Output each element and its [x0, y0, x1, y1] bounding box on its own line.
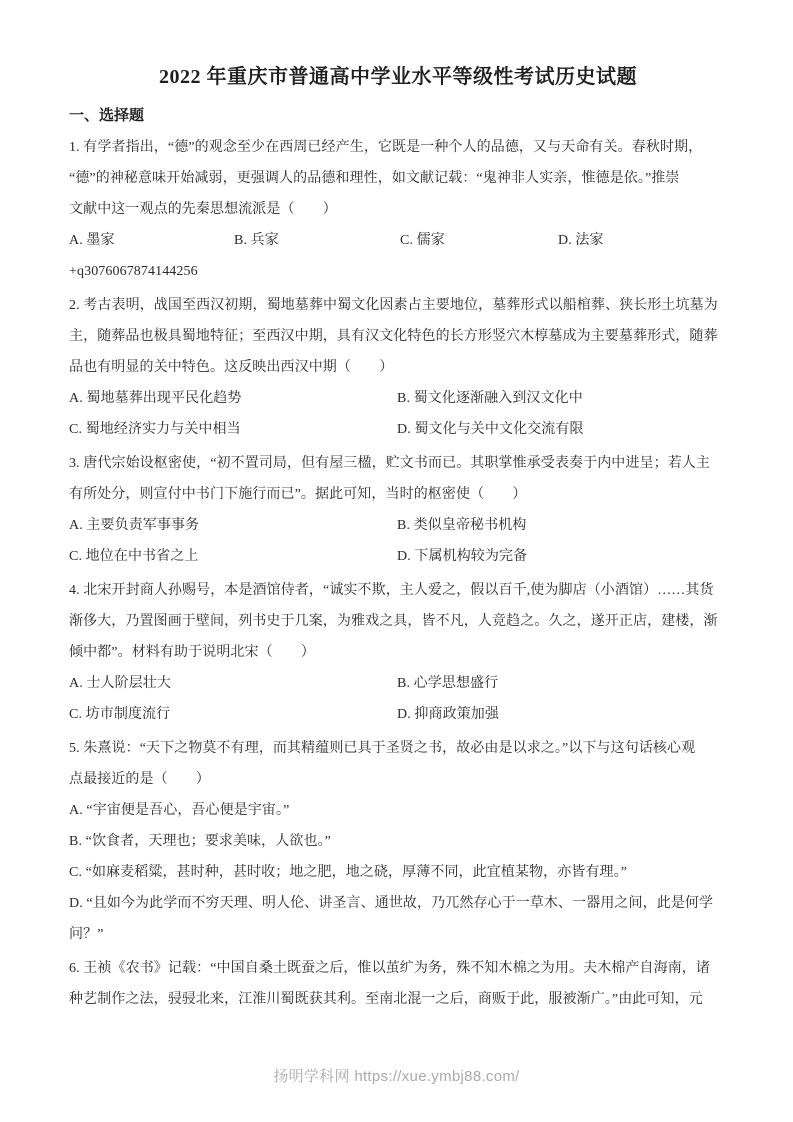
question-4-option-a: A. 士人阶层壮大	[69, 676, 172, 691]
watermark-footer: 扬明学科网 https://xue.ymbj88.com/	[273, 1068, 520, 1085]
question-6	[69, 953, 727, 1015]
question-3	[69, 448, 727, 572]
question-3-option-b: B. 类似皇帝秘书机构	[397, 518, 527, 533]
question-1-text-line: 1. 有学者指出，“德”的观念至少在西周已经产生，它既是一种个人的品德，又与天命有关。春秋时期，	[69, 140, 703, 155]
question-5-text-line: 点最接近的是（ ）	[69, 772, 210, 787]
question-6-text-line: 6. 王祯《农书》记载：“中国自桑土既蚕之后，惟以茧纩为务，殊不知木棉之为用。夫木棉产自海南，诸	[69, 961, 711, 976]
question-2-option-d: D. 蜀文化与关中文化交流有限	[397, 422, 584, 437]
question-5-text-line: 5. 朱熹说：“天下之物莫不有理，而其精蕴则已具于圣贤之书，故必由是以求之。”以下与这句话核心观	[69, 741, 696, 756]
question-2-options-row	[69, 383, 727, 414]
question-4-option-c: C. 坊市制度流行	[69, 707, 171, 722]
question-2-option-b: B. 蜀文化逐渐融入到汉文化中	[397, 391, 583, 406]
question-1-option-c: C. 儒家	[400, 233, 445, 248]
question-1-code-text: +q3076067874144256	[69, 264, 198, 279]
question-5-option-c: C. “如麻麦稻粱，甚时种，甚时收；地之肥，地之硗，厚薄不同，此宜植某物，亦皆有理。”	[69, 865, 628, 880]
question-1-option-b: B. 兵家	[234, 233, 279, 248]
question-4-option-b: B. 心学思想盛行	[397, 676, 499, 691]
question-1-text-line: 文献中这一观点的先秦思想流派是（ ）	[69, 202, 337, 217]
question-5	[69, 733, 727, 950]
question-5-option-a: A. “宇宙便是吾心，吾心便是宇宙。”	[69, 803, 290, 818]
question-2-text-line: 主，随葬品也极具蜀地特征；至西汉中期，具有汉文化特色的长方形竖穴木椁墓成为主要墓葬形式，随葬	[69, 329, 718, 344]
question-3-text-line: 3. 唐代宗始设枢密使，“初不置司局，但有屋三楹，贮文书而已。其职掌惟承受表奏于内中进呈；若人主	[69, 456, 711, 471]
question-3-options-row	[69, 510, 727, 541]
question-5-option-d-continued: 问？”	[69, 927, 104, 942]
question-2-text-line: 品也有明显的关中特色。这反映出西汉中期（ ）	[69, 360, 394, 375]
question-4-options-row	[69, 668, 727, 699]
question-3-option-c: C. 地位在中书省之上	[69, 549, 199, 564]
question-2-option-c: C. 蜀地经济实力与关中相当	[69, 422, 241, 437]
question-5-option-d: D. “且如今为此学而不穷天理、明人伦、讲圣言、通世故，乃兀然存心于一草木、一器用之间，此是何学	[69, 896, 714, 911]
question-3-option-d: D. 下属机构较为完备	[397, 549, 528, 564]
question-3-text-line: 有所处分，则宣付中书门下施行而已”。据此可知，当时的枢密使（ ）	[69, 487, 527, 502]
question-4-option-d: D. 抑商政策加强	[397, 707, 500, 722]
question-2-text-line: 2. 考古表明，战国至西汉初期，蜀地墓葬中蜀文化因素占主要地位，墓葬形式以船棺葬、狭长形土坑墓为	[69, 298, 718, 313]
question-5-option-b: B. “饮食者，天理也；要求美味，人欲也。”	[69, 834, 331, 849]
question-4-text-line: 渐侈大，乃置图画于壁间，列书史于几案，为雅戏之具，皆不凡，人竞趋之。久之，遂开正店，建楼，渐	[69, 614, 718, 629]
page-title: 2022 年重庆市普通高中学业水平等级性考试历史试题	[159, 66, 637, 88]
question-6-text-line: 种艺制作之法，骎骎北来，江淮川蜀既获其利。至南北混一之后，商贩于此，服被渐广。”由此可知，元	[69, 992, 703, 1007]
question-2-options-row	[69, 414, 727, 445]
question-4-options-row	[69, 699, 727, 730]
section-heading-multiple-choice: 一、选择题	[69, 108, 145, 124]
question-2-option-a: A. 蜀地墓葬出现平民化趋势	[69, 391, 242, 406]
question-4	[69, 575, 727, 730]
question-2	[69, 290, 727, 445]
question-1-option-d: D. 法家	[558, 233, 604, 248]
question-1-option-a: A. 墨家	[69, 233, 115, 248]
question-1-options-row	[69, 225, 727, 256]
question-4-text-line: 4. 北宋开封商人孙赐号，本是酒馆侍者，“诚实不欺，主人爱之，假以百千,使为脚店（小酒馆）……其货	[69, 583, 714, 598]
question-1-text-line: “德”的神秘意味开始减弱，更强调人的品德和理性，如文献记载：“鬼神非人实亲，惟德是依。”推崇	[69, 171, 680, 186]
question-3-options-row	[69, 541, 727, 572]
question-4-text-line: 倾中都”。材料有助于说明北宋（ ）	[69, 645, 316, 660]
question-3-option-a: A. 主要负责军事事务	[69, 518, 200, 533]
question-1	[69, 132, 727, 287]
